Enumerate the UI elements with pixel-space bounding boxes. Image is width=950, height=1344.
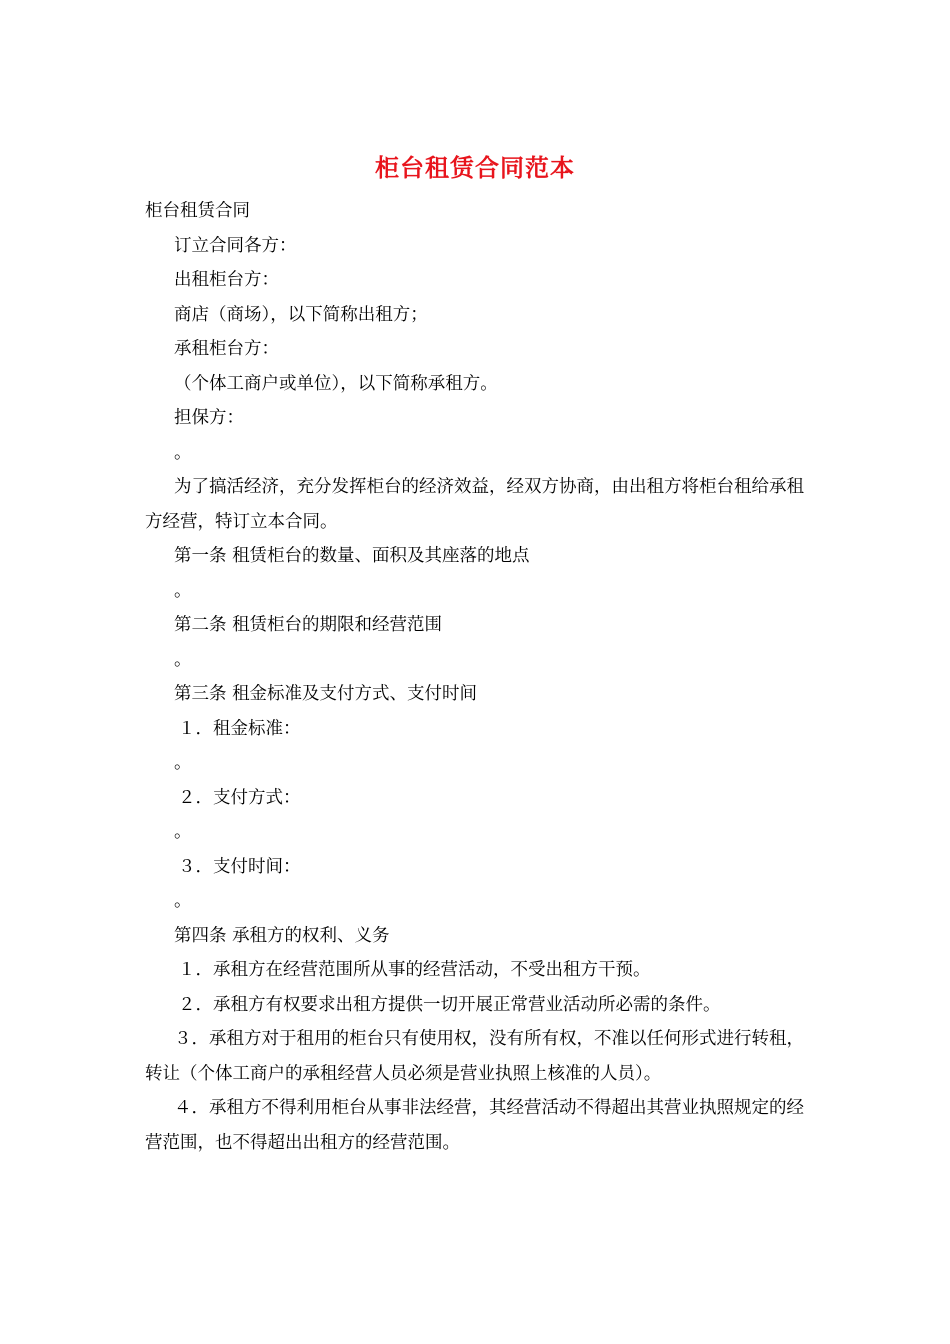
contract-heading: 柜台租赁合同: [145, 201, 250, 221]
blank-line: 。: [174, 442, 192, 463]
blank-line: 。: [174, 753, 192, 773]
list-item: ２．承租方有权要求出租方提供一切开展正常营业活动所必需的条件。: [178, 994, 721, 1015]
article-heading: 第三条 租金标准及支付方式、支付时间: [174, 684, 478, 704]
paragraph: 订立合同各方：: [174, 235, 297, 256]
paragraph: 承租柜台方：: [174, 339, 279, 359]
paragraph: （个体工商户或单位），以下简称承租方。: [174, 373, 498, 394]
document-body: [145, 194, 805, 1160]
document-title: 柜台租赁合同范本: [375, 153, 575, 182]
blank-line: 。: [174, 649, 192, 670]
blank-line: 。: [174, 822, 192, 842]
paragraph: 商店（商场），以下简称出租方；: [174, 304, 428, 325]
list-item: ３．支付时间：: [178, 856, 301, 877]
list-item: １．承租方在经营范围所从事的经营活动，不受出租方干预。: [178, 960, 651, 980]
list-item: ２．支付方式：: [178, 787, 301, 808]
list-item: ３．承租方对于租用的柜台只有使用权，没有所有权，不准以任何形式进行转租，转让（个体工商户的承租经营人员必须是营业执照上核准的人员）。: [145, 1029, 804, 1084]
paragraph: 担保方：: [174, 408, 244, 428]
article-heading: 第四条 承租方的权利、义务: [174, 925, 390, 946]
paragraph-preamble: 为了搞活经济，充分发挥柜台的经济效益，经双方协商，由出租方将柜台租给承租方经营，特订立本合同。: [145, 477, 804, 532]
paragraph: 出租柜台方：: [174, 270, 279, 290]
article-heading: 第二条 租赁柜台的期限和经营范围: [174, 615, 443, 635]
article-heading: 第一条 租赁柜台的数量、面积及其座落的地点: [174, 546, 530, 566]
list-item: ４．承租方不得利用柜台从事非法经营，其经营活动不得超出其营业执照规定的经营范围，也不得超出出租方的经营范围。: [145, 1098, 804, 1153]
blank-line: 。: [174, 891, 192, 911]
blank-line: 。: [174, 580, 192, 601]
list-item: １．租金标准：: [178, 718, 301, 739]
